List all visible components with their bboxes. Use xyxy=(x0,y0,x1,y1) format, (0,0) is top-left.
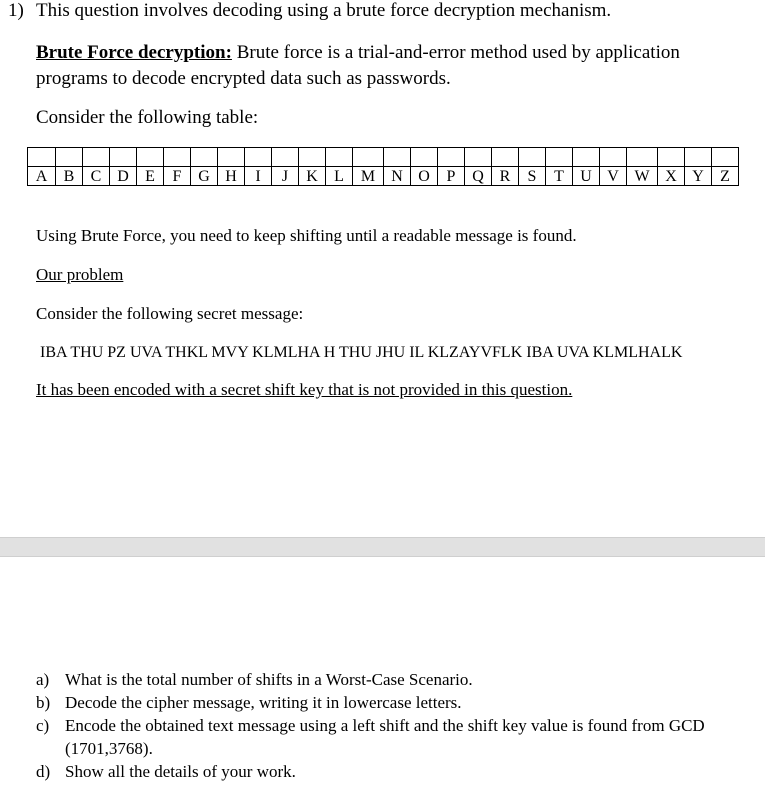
our-problem-heading: Our problem xyxy=(36,265,124,284)
alphabet-letter-cell: I xyxy=(245,167,272,186)
alphabet-letter-cell: U xyxy=(573,167,600,186)
alphabet-blank-cell xyxy=(600,148,627,167)
alphabet-blank-cell xyxy=(56,148,83,167)
alphabet-letter-cell: M xyxy=(353,167,384,186)
alphabet-letter-cell: X xyxy=(658,167,685,186)
alphabet-letter-cell: S xyxy=(519,167,546,186)
alphabet-blank-cell xyxy=(411,148,438,167)
alphabet-letter-cell: N xyxy=(384,167,411,186)
alphabet-blank-cell xyxy=(110,148,137,167)
alphabet-blank-cell xyxy=(28,148,56,167)
alphabet-letter-cell: Q xyxy=(465,167,492,186)
table-intro: Consider the following table: xyxy=(36,107,259,128)
alphabet-blank-cell xyxy=(685,148,712,167)
alphabet-blank-cell xyxy=(164,148,191,167)
question-part-d xyxy=(36,760,736,783)
alphabet-table-blank-row xyxy=(28,148,739,167)
part-text: Encode the obtained text message using a left shift and the shift key value is found from GCD (1701,3768). xyxy=(65,716,705,758)
brute-force-instruction: Using Brute Force, you need to keep shifting until a readable message is found. xyxy=(36,226,577,245)
question-intro: This question involves decoding using a brute force decryption mechanism. xyxy=(36,0,612,21)
question-parts-list xyxy=(36,668,736,783)
alphabet-letter-cell: C xyxy=(83,167,110,186)
alphabet-blank-cell xyxy=(384,148,411,167)
part-text: What is the total number of shifts in a Worst-Case Scenario. xyxy=(65,670,473,689)
alphabet-letter-cell: F xyxy=(164,167,191,186)
alphabet-blank-cell xyxy=(627,148,658,167)
part-label: b) xyxy=(36,693,51,712)
question-number: 1) xyxy=(8,0,24,21)
alphabet-blank-cell xyxy=(658,148,685,167)
alphabet-blank-cell xyxy=(353,148,384,167)
alphabet-letter-cell: H xyxy=(218,167,245,186)
alphabet-letter-cell: A xyxy=(28,167,56,186)
alphabet-blank-cell xyxy=(438,148,465,167)
alphabet-blank-cell xyxy=(492,148,519,167)
alphabet-letter-cell: L xyxy=(326,167,353,186)
alphabet-blank-cell xyxy=(326,148,353,167)
question-part-b xyxy=(36,691,736,714)
alphabet-letter-cell: Z xyxy=(712,167,739,186)
alphabet-letter-cell: K xyxy=(299,167,326,186)
alphabet-letter-cell: D xyxy=(110,167,137,186)
alphabet-table xyxy=(27,147,739,186)
question-part-c xyxy=(36,714,736,760)
alphabet-blank-cell xyxy=(272,148,299,167)
alphabet-table-letter-row xyxy=(28,167,739,186)
alphabet-letter-cell: P xyxy=(438,167,465,186)
alphabet-blank-cell xyxy=(546,148,573,167)
encoded-note: It has been encoded with a secret shift key that is not provided in this question. xyxy=(36,380,573,399)
part-label: d) xyxy=(36,762,51,781)
part-text: Show all the details of your work. xyxy=(65,762,296,781)
alphabet-letter-cell: B xyxy=(56,167,83,186)
alphabet-blank-cell xyxy=(218,148,245,167)
alphabet-letter-cell: T xyxy=(546,167,573,186)
alphabet-letter-cell: R xyxy=(492,167,519,186)
alphabet-blank-cell xyxy=(712,148,739,167)
cipher-text: IBA THU PZ UVA THKL MVY KLMLHA H THU JHU IL KLZAYVFLK IBA UVA KLMLHALK xyxy=(40,344,683,361)
alphabet-blank-cell xyxy=(137,148,164,167)
part-label: c) xyxy=(36,716,50,735)
page-break xyxy=(0,537,765,557)
alphabet-letter-cell: W xyxy=(627,167,658,186)
alphabet-letter-cell: V xyxy=(600,167,627,186)
definition-term: Brute Force decryption: xyxy=(36,42,232,63)
alphabet-letter-cell: J xyxy=(272,167,299,186)
alphabet-letter-cell: E xyxy=(137,167,164,186)
alphabet-blank-cell xyxy=(191,148,218,167)
part-label: a) xyxy=(36,670,50,689)
alphabet-blank-cell xyxy=(519,148,546,167)
alphabet-blank-cell xyxy=(573,148,600,167)
part-text: Decode the cipher message, writing it in lowercase letters. xyxy=(65,693,462,712)
alphabet-blank-cell xyxy=(245,148,272,167)
definition-paragraph xyxy=(36,40,716,92)
alphabet-blank-cell xyxy=(83,148,110,167)
question-part-a xyxy=(36,668,736,691)
alphabet-letter-cell: G xyxy=(191,167,218,186)
alphabet-letter-cell: O xyxy=(411,167,438,186)
alphabet-blank-cell xyxy=(299,148,326,167)
secret-message-intro: Consider the following secret message: xyxy=(36,304,304,323)
alphabet-blank-cell xyxy=(465,148,492,167)
definition-text: Brute force is a trial-and-error method used by application programs to decode encrypted data such as passwords. xyxy=(36,42,680,89)
alphabet-letter-cell: Y xyxy=(685,167,712,186)
